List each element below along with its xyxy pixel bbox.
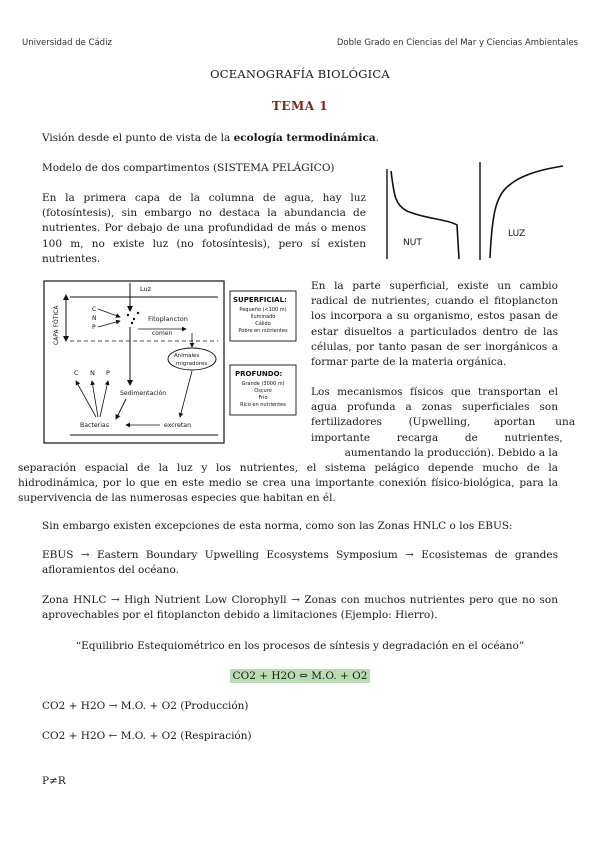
side1-line-1: En la parte superficial, existe un cambio: [311, 280, 558, 292]
superficial-line-3: Cálido: [255, 321, 271, 327]
luz-curve: [490, 166, 563, 258]
diagram-c-top: C: [92, 306, 97, 313]
side2-line-1: Los mecanismos físicos que transportan el: [311, 386, 558, 398]
diagram-n-bottom: N: [90, 369, 95, 377]
side1-line-3: los incorpora a su organismo, estos pasan de: [311, 310, 558, 323]
luz-label: LUZ: [508, 229, 526, 239]
respiracion-equation: CO2 + H2O ← M.O. + O2 (Respiración): [42, 730, 252, 742]
superficial-line-2: Iluminado: [250, 314, 276, 320]
diagram-animales: Animales: [174, 353, 200, 359]
side2-line-3: fertilizadores (Upwelling, aportan una: [311, 416, 576, 429]
paragraph-capas: En la primera capa de la columna de agua, hay luz (fotosíntesis), sin embargo no destaca la abundancia de nutrientes. Por debajo de una profundidad de más o menos 100 m, no existe luz (no fotosíntesis), pero sí existen nutrientes.: [42, 192, 366, 265]
vision-line: [42, 131, 562, 146]
superficial-line-4: Pobre en nutrientes: [238, 328, 288, 334]
ebus-paragraph: EBUS → Eastern Boundary Upwelling Ecosystems Symposium → Ecosistemas de grandes afloramientos del océano.: [42, 549, 558, 577]
diagram-sedimentacion: Sedimentación: [120, 390, 167, 397]
diagram-migradores: migradores: [176, 361, 208, 367]
nut-label: NUT: [403, 238, 422, 248]
side1-line-2: radical de nutrientes, cuando el fitoplancton: [311, 295, 558, 308]
diagram-fitoplancton: Fitoplancton: [148, 315, 188, 323]
profundo-title: PROFUNDO:: [235, 370, 283, 378]
diagram-comen: comen: [152, 330, 173, 337]
modelo-line: Modelo de dos compartimentos (SISTEMA PELÁGICO): [42, 162, 335, 174]
p-not-equal-r: P≠R: [42, 775, 66, 787]
capa-fotica-label: CAPA FÓTICA: [53, 305, 60, 345]
side2-line-4: importante recarga de nutrientes,: [311, 431, 563, 444]
equilibrium-equation: CO2 + H2O ⇔ M.O. + O2: [230, 669, 371, 683]
diagram-bacterias: Bacterias: [80, 422, 109, 429]
excepciones-line: Sin embargo existen excepciones de esta norma, como son las Zonas HNLC o los EBUS:: [42, 520, 513, 532]
produccion-equation: CO2 + H2O → M.O. + O2 (Producción): [42, 700, 249, 712]
superficial-line-1: Pequeño (<100 m): [239, 307, 287, 313]
equilibrium-equation-line: [0, 669, 600, 684]
vision-prefix: Visión desde el punto de vista de la: [42, 132, 234, 144]
nut-curve: [391, 171, 459, 259]
vision-bold: ecología termodinámica: [233, 132, 376, 144]
side2-line-5: aumentando la producción). Debido a la: [344, 446, 558, 459]
tema-heading: TEMA 1: [271, 99, 329, 113]
diagram-excretan: excretan: [164, 422, 192, 429]
diagram-c-bottom: C: [74, 369, 79, 377]
paragraph-separacion: separación espacial de la luz y los nutrientes, el sistema pelágico depende mucho de la hidrodinámica, por lo que en este medio se crea una importante conexión físico-biológica, para la supervivencia de las numerosas especies que habitan en él.: [18, 462, 558, 505]
diagram-n-top: N: [92, 315, 97, 322]
profundo-line-2: Oscuro: [254, 388, 272, 394]
two-compartment-diagram: [40, 277, 300, 445]
diagram-p-top: P: [92, 324, 96, 331]
diagram-p-bottom: P: [106, 369, 110, 377]
header-university: Universidad de Cádiz: [22, 38, 112, 48]
document-title: OCEANOGRAFÍA BIOLÓGICA: [210, 67, 390, 81]
light-profile-graph: [478, 158, 568, 262]
profundo-line-1: Grande (3000 m): [241, 381, 285, 387]
header-degree: Doble Grado en Ciencias del Mar y Ciencias Ambientales: [336, 38, 578, 48]
side2-line-2: agua profunda a zonas superficiales son: [311, 401, 558, 414]
diagram-luz-label: Luz: [140, 285, 152, 293]
nutrient-profile-graph: [385, 165, 467, 261]
hnlc-paragraph: Zona HNLC → High Nutrient Low Clorophyll → Zonas con muchos nutrientes pero que no son aprovechables por el fitoplancton debido a limitaciones (Ejemplo: Hierro).: [42, 594, 558, 622]
quote-line: “Equilibrio Estequiométrico en los procesos de síntesis y degradación en el océano”: [75, 640, 525, 652]
side1-line-5: células, por tanto pasan de ser inorgánicos a: [311, 340, 558, 353]
superficial-title: SUPERFICIAL:: [233, 296, 287, 304]
vision-suffix: .: [375, 132, 380, 144]
profundo-line-3: Frío: [258, 395, 268, 401]
side1-line-6: formar parte de la materia orgánica.: [311, 356, 507, 368]
profundo-line-4: Rico en nutrientes: [240, 402, 286, 408]
side1-line-4: estar disueltos a particulados dentro de las: [311, 325, 558, 338]
